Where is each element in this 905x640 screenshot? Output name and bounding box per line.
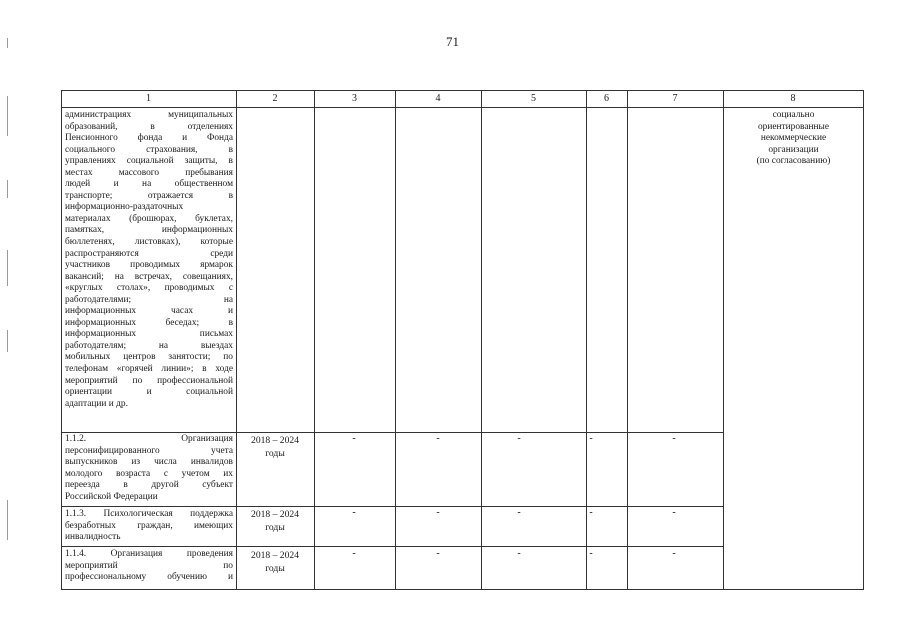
- text-line: информационно-раздаточных: [65, 202, 184, 213]
- text-line: информационных часах и: [65, 306, 233, 317]
- text-line: памятках, информационных: [65, 225, 233, 236]
- text-line: бюллетенях, листовках), которые: [65, 237, 233, 248]
- margin-mark: [7, 38, 8, 48]
- value-cell-4: -: [436, 548, 440, 559]
- text-line: 1.1.4. Организация проведения: [65, 549, 233, 559]
- row-divider: [61, 107, 864, 108]
- column-header-2: 2: [272, 93, 278, 104]
- row-divider: [61, 432, 723, 433]
- margin-mark: [7, 180, 8, 198]
- value-cell-6: -: [589, 507, 593, 518]
- text-line: материалах (брошюрах, буклетах,: [65, 213, 233, 224]
- text-line: «круглых столах», проводимых с: [65, 283, 233, 294]
- text-line: 1.1.2. Организация: [65, 434, 233, 444]
- margin-mark: [7, 500, 8, 540]
- value-cell-6: -: [589, 548, 593, 559]
- text-line: мероприятий по профессиональной: [65, 375, 233, 386]
- text-line: организации: [768, 144, 819, 155]
- column-divider: [314, 90, 315, 590]
- row-divider: [61, 506, 723, 507]
- row-divider: [61, 546, 723, 547]
- text-line: работодателями; на: [65, 294, 233, 305]
- text-line: социально: [772, 110, 815, 120]
- text-line: молодого возраста с учетом их: [65, 468, 233, 479]
- column-header-5: 5: [531, 93, 536, 104]
- column-divider: [723, 90, 724, 590]
- period-cell: [236, 434, 314, 460]
- table-border: [61, 90, 62, 590]
- column-divider: [627, 90, 628, 590]
- period-unit: годы: [265, 522, 285, 533]
- text-line: инвалидность: [65, 532, 121, 543]
- text-line: образований, в отделениях: [65, 121, 233, 132]
- table-border: [863, 90, 864, 590]
- text-line: (по согласованию): [756, 156, 831, 167]
- period-cell: [236, 508, 314, 534]
- text-line: работодателям; на выездах: [65, 340, 233, 351]
- text-line: ориентации и социальной: [65, 387, 233, 398]
- text-line: ориентированные: [757, 121, 830, 132]
- column-header-1: 1: [146, 93, 151, 104]
- column-header-8: 8: [790, 93, 796, 104]
- period-years: 2018 – 2024: [251, 435, 299, 446]
- text-line: телефонам «горячей линии»; в ходе: [65, 364, 233, 375]
- measure-description-1-1-2: [65, 434, 233, 503]
- text-line: администрациях муниципальных: [65, 110, 233, 120]
- text-line: мобильных центров занятости; по: [65, 352, 233, 363]
- text-line: переезда в другой субъект: [65, 480, 233, 491]
- period-years: 2018 – 2024: [251, 509, 299, 520]
- column-divider: [481, 90, 482, 590]
- executors-cell: [725, 110, 862, 168]
- text-line: Пенсионного фонда и Фонда: [65, 133, 233, 144]
- text-line: вакансий; на встречах, совещаниях,: [65, 271, 233, 282]
- text-line: управлениях социальной защиты, в: [65, 156, 233, 167]
- text-line: некоммерческие: [760, 133, 827, 144]
- value-cell-7: -: [672, 548, 676, 559]
- text-line: распространяются среди: [65, 248, 233, 259]
- column-header-3: 3: [352, 93, 357, 104]
- page-number: 71: [446, 34, 459, 49]
- text-line: транспорте; отражается в: [65, 190, 233, 201]
- value-cell-3: -: [352, 433, 356, 444]
- period-years: 2018 – 2024: [251, 550, 299, 561]
- text-line: адаптации и др.: [65, 398, 128, 409]
- value-cell-6: -: [589, 433, 593, 444]
- value-cell-3: -: [352, 507, 356, 518]
- text-line: персонифицированного учета: [65, 445, 233, 456]
- margin-mark: [7, 330, 8, 352]
- table-border: [61, 589, 864, 590]
- value-cell-7: -: [672, 507, 676, 518]
- text-line: информационных беседах; в: [65, 317, 233, 328]
- value-cell-7: -: [672, 433, 676, 444]
- text-line: информационных письмах: [65, 329, 233, 340]
- text-line: местах массового пребывания: [65, 167, 233, 178]
- text-line: мероприятий по: [65, 560, 233, 571]
- period-unit: годы: [265, 563, 285, 574]
- value-cell-5: -: [517, 433, 521, 444]
- column-divider: [395, 90, 396, 590]
- period-unit: годы: [265, 448, 285, 459]
- value-cell-3: -: [352, 548, 356, 559]
- value-cell-5: -: [517, 507, 521, 518]
- text-line: профессиональному обучению и: [65, 572, 233, 583]
- text-line: людей и на общественном: [65, 179, 233, 190]
- margin-mark: [7, 250, 8, 286]
- measure-description-1-1-4: [65, 549, 233, 584]
- value-cell-5: -: [517, 548, 521, 559]
- text-line: безработных граждан, имеющих: [65, 520, 233, 531]
- margin-mark: [7, 96, 8, 136]
- column-header-6: 6: [604, 93, 609, 104]
- continued-description: [65, 110, 233, 410]
- text-line: социального страхования, в: [65, 144, 233, 155]
- measures-table: [61, 90, 864, 590]
- value-cell-4: -: [436, 433, 440, 444]
- period-cell: [236, 549, 314, 575]
- text-line: 1.1.3. Психологическая поддержка: [65, 509, 233, 519]
- column-header-4: 4: [435, 93, 441, 104]
- column-header-7: 7: [672, 93, 678, 104]
- text-line: участников проводимых ярмарок: [65, 260, 233, 271]
- text-line: Российской Федерации: [65, 491, 158, 502]
- text-line: выпускников из числа инвалидов: [65, 457, 233, 468]
- measure-description-1-1-3: [65, 509, 233, 544]
- value-cell-4: -: [436, 507, 440, 518]
